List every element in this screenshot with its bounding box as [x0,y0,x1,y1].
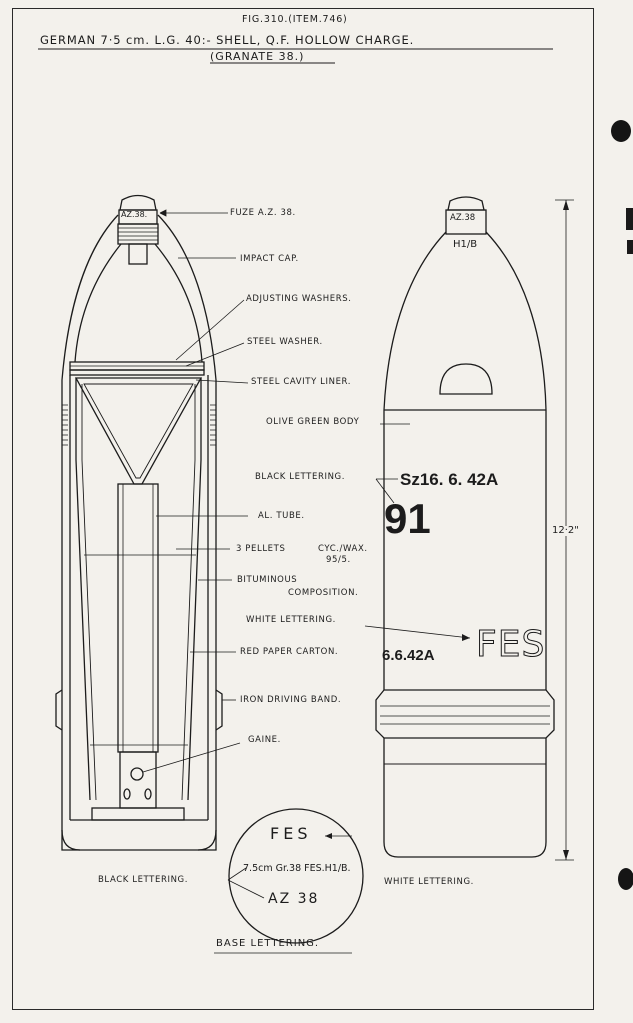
label-impact-cap: IMPACT CAP. [240,254,299,264]
page-subtitle: (GRANATE 38.) [210,50,305,63]
stencil-date: Sz16. 6. 42A [400,470,499,489]
label-fuze: FUZE A.Z. 38. [230,208,296,218]
label-adjusting-washers: ADJUSTING WASHERS. [246,294,352,304]
fuze-marking-exterior: AZ.38 [450,213,476,223]
label-base-white-lettering: WHITE LETTERING. [384,877,474,887]
label-iron-driving-band: IRON DRIVING BAND. [240,695,342,705]
fill-date: 6.6.42A [382,647,435,664]
label-black-lettering-body: BLACK LETTERING. [255,472,346,482]
label-pellets-spec-2: 95/5. [326,555,351,565]
figure-reference: FIG.310.(ITEM.746) [242,14,348,25]
label-red-paper-carton: RED PAPER CARTON. [240,647,339,657]
fuze-marking-section: AZ.38. [121,210,148,219]
nose-marking: H1/B [453,239,478,250]
stencil-number: 91 [384,495,431,542]
section-view-drawing [56,196,222,851]
label-pellets: 3 PELLETS [236,544,286,554]
section-leaders [143,210,248,772]
label-olive-green-body: OLIVE GREEN BODY [266,417,360,427]
label-bituminous: BITUMINOUS [237,575,298,585]
label-gaine: GAINE. [248,735,281,745]
fill-code: FES [476,624,546,665]
label-white-lettering-body: WHITE LETTERING. [246,615,336,625]
label-base-black-lettering: BLACK LETTERING. [98,875,189,885]
base-caption: BASE LETTERING. [216,938,320,949]
length-dimension: 12·2" [552,525,579,536]
label-steel-washer: STEEL WASHER. [247,337,323,347]
base-caliber-line: 7.5cm Gr.38 FES.H1/B. [243,863,351,874]
base-fuze: AZ 38 [268,891,320,907]
label-al-tube: AL. TUBE. [258,511,305,521]
base-fes: FES [270,824,312,843]
label-composition: COMPOSITION. [288,588,359,598]
label-steel-cavity-liner: STEEL CAVITY LINER. [251,377,352,387]
page-title: GERMAN 7·5 cm. L.G. 40:- SHELL, Q.F. HOLLOW CHARGE. [40,33,415,47]
label-pellets-spec-1: CYC./WAX. [318,544,368,554]
